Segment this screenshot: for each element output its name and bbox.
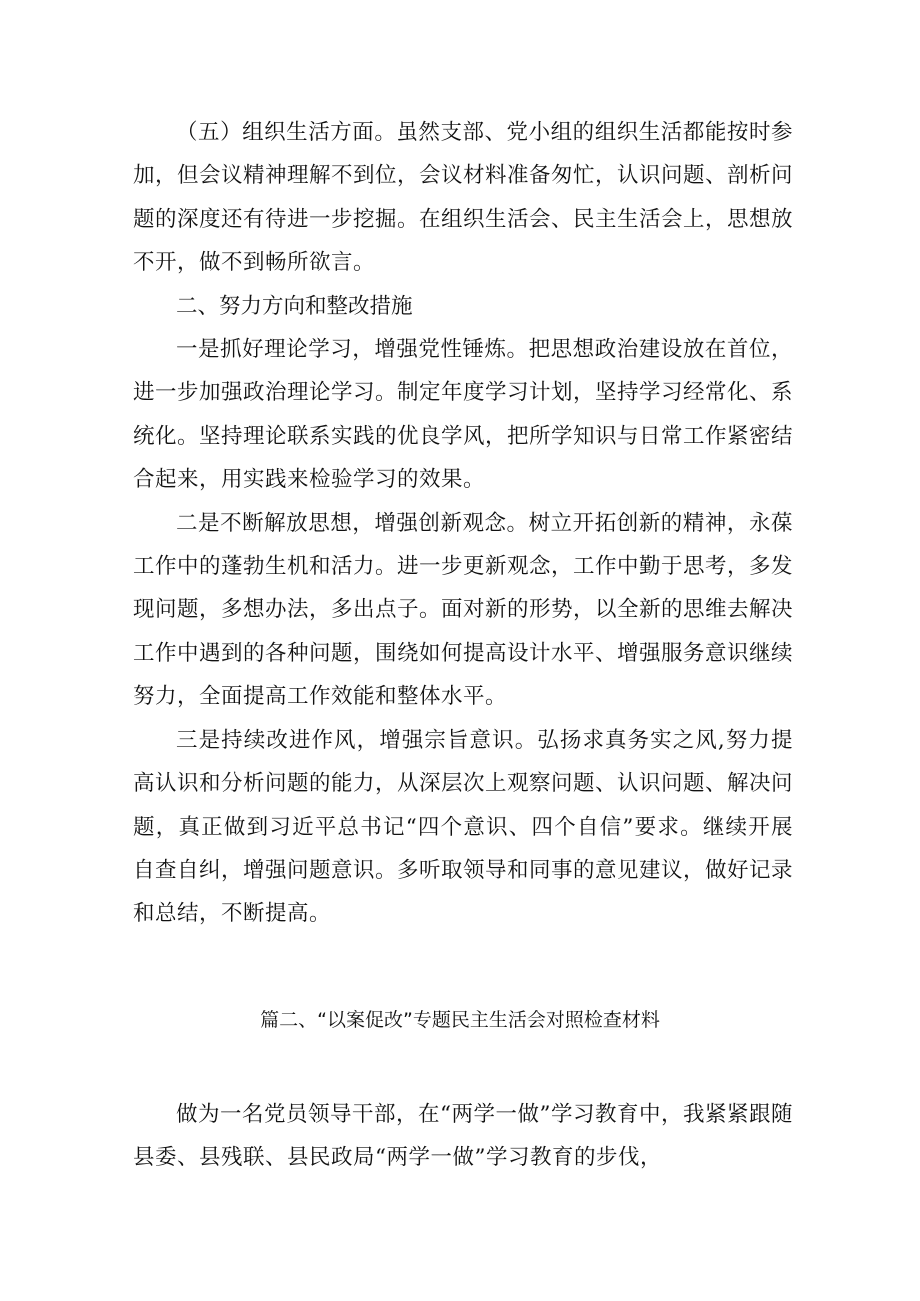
paragraph-part-two-intro: 做为一名党员领导干部，在“两学一做”学习教育中，我紧紧跟随县委、县残联、县民政局“两学一做”学习教育的步伐， (133, 1102, 793, 1171)
paragraph-measure-work-style: 三是持续改进作风，增强宗旨意识。弘扬求真务实之风,努力提高认识和分析问题的能力，从深层次上观察问题、认识问题、解决问题，真正做到习近平总书记“四个意识、四个自信”要求。继续开展自查自纠，增强问题意识。多听取领导和同事的意见建议，做好记录和总结，不断提高。 (133, 727, 794, 927)
paragraph-organization-life: （五）组织生活方面。虽然支部、党小组的组织生活都能按时参加，但会议精神理解不到位，会议材料准备匆忙，认识问题、剖析问题的深度还有待进一步挖掘。在组织生活会、民主生活会上，思想放不开，做不到畅所欲言。 (133, 120, 794, 276)
paragraph-measure-theory-study: 一是抓好理论学习，增强党性锤炼。把思想政治建设放在首位，进一步加强政治理论学习。制定年度学习计划，坚持学习经常化、系统化。坚持理论联系实践的优良学风，把所学知识与日常工作紧密结合起来，用实践来检验学习的效果。 (133, 337, 794, 493)
part-two-title: 篇二、“以案促改”专题民主生活会对照检查材料 (260, 1009, 660, 1031)
section-two (133, 1093, 793, 1180)
paragraph-measure-innovation: 二是不断解放思想，增强创新观念。树立开拓创新的精神，永葆工作中的蓬勃生机和活力。进一步更新观念，工作中勤于思考，多发现问题，多想办法，多出点子。面对新的形势，以全新的思维去解决工作中遇到的各种问题，围绕如何提高设计水平、增强服务意识继续努力，全面提高工作效能和整体水平。 (133, 510, 794, 710)
heading-improvement-measures: 二、努力方向和整改措施 (176, 293, 413, 319)
section-one (133, 111, 793, 936)
